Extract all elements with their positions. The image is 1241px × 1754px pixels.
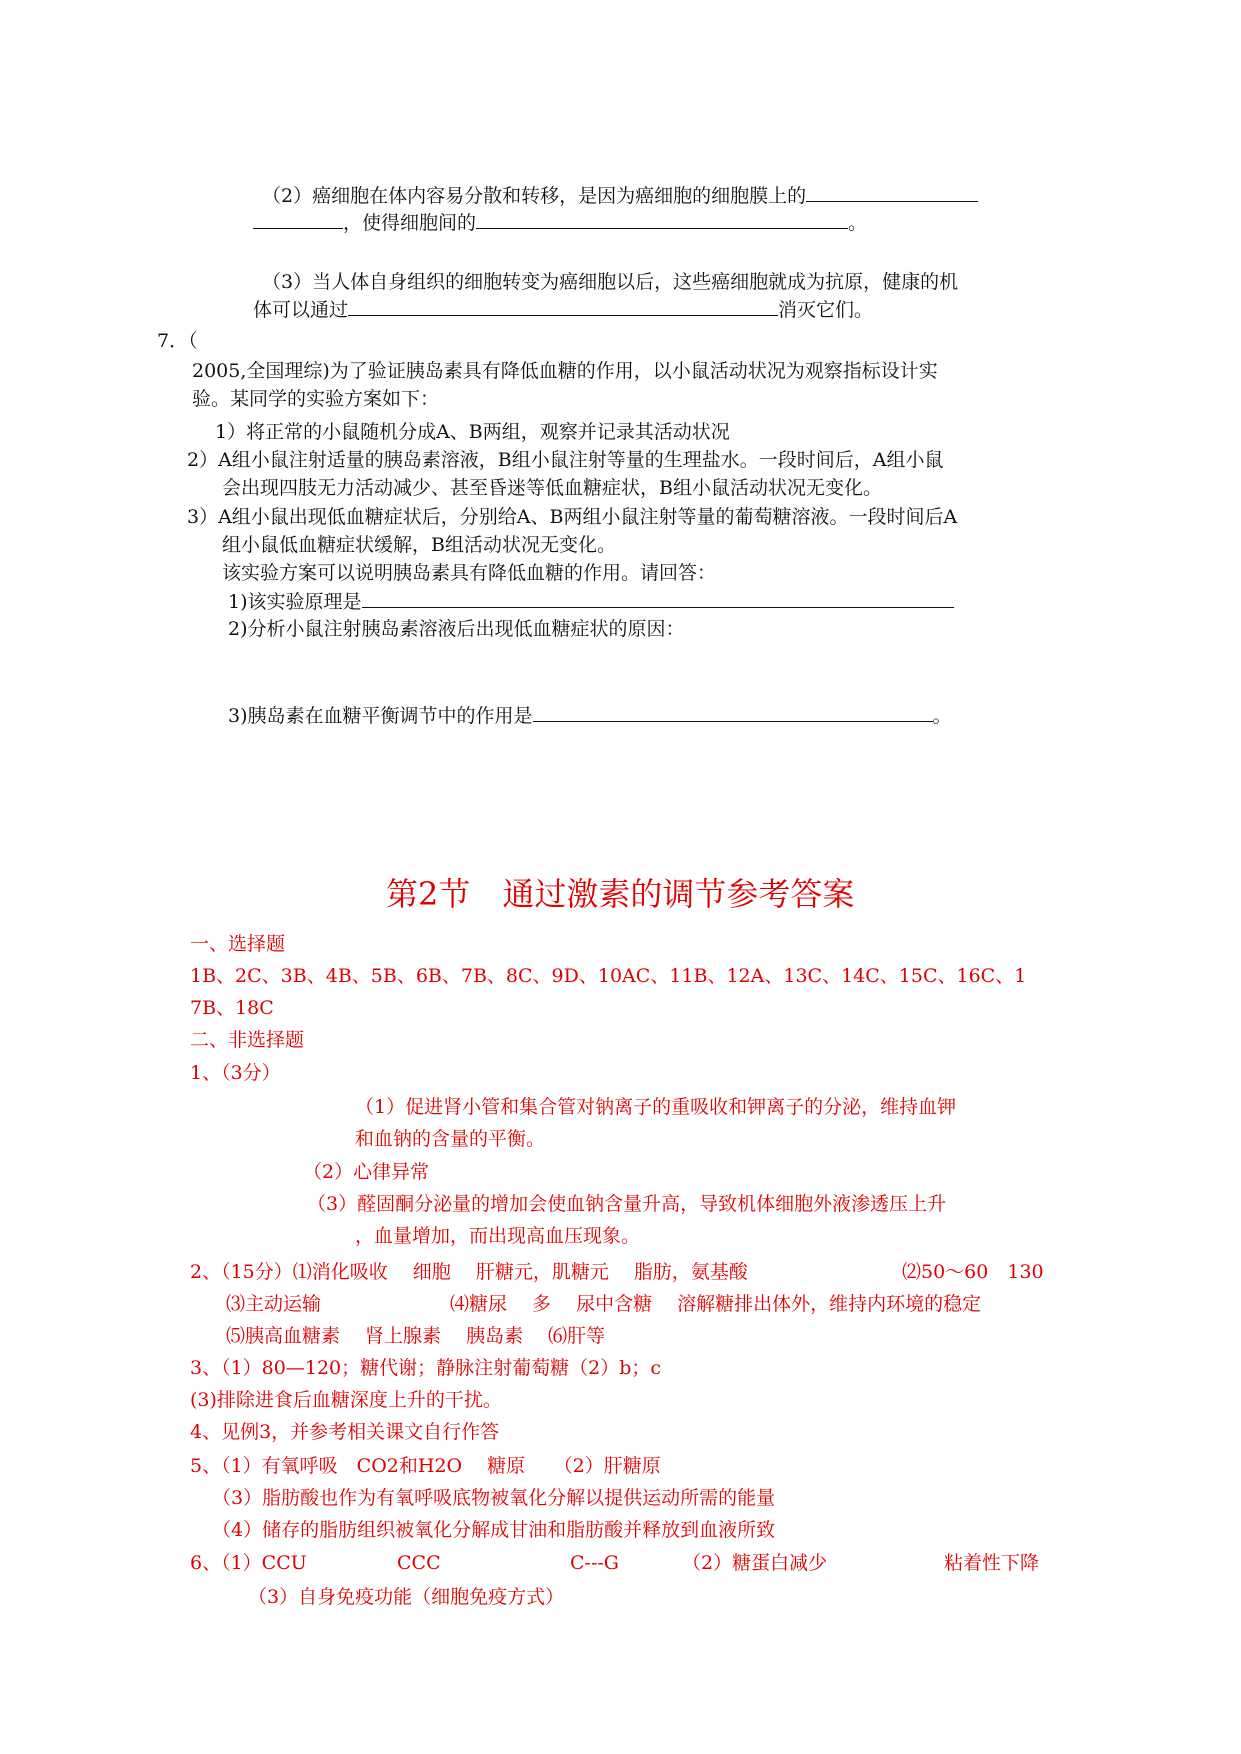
q7-line2: 验。某同学的实验方案如下：	[192, 388, 440, 410]
q6-part2-line2	[253, 208, 867, 237]
answer5-line1: 5、（1）有氧呼吸 CO2和H2O 糖原 （2）肝糖原	[190, 1455, 661, 1477]
answer1-p1-line2: 和血钠的含量的平衡。	[355, 1128, 546, 1150]
answer6-line1a: 6、（1）CCU	[190, 1552, 307, 1574]
section-choice: 一、选择题	[190, 933, 286, 955]
answer1-p3-line1: （3）醛固酮分泌量的增加会使血钠含量升高，导致机体细胞外液渗透压上升	[307, 1193, 947, 1215]
q6-part3-line1: （3）当人体自身组织的细胞转变为癌细胞以后，这些癌细胞就成为抗原，健康的机	[262, 271, 959, 293]
q7-ask3	[228, 701, 952, 730]
q7-ask3-text: 3)胰岛素在血糖平衡调节中的作用是	[228, 705, 533, 727]
answer6-line1b: CCC	[397, 1552, 441, 1574]
answer-blank[interactable]	[348, 295, 778, 316]
q7-step2-line1: 2）A组小鼠注射适量的胰岛素溶液，B组小鼠注射等量的生理盐水。一段时间后，A组小鼠	[187, 449, 944, 471]
q6-part3-text1: 体可以通过	[253, 299, 349, 321]
answer-blank[interactable]	[806, 181, 978, 202]
q7-step1: 1）将正常的小鼠随机分成A、B两组，观察并记录其活动状况	[215, 421, 730, 443]
answer6-line1e: 粘着性下降	[944, 1552, 1040, 1574]
answer-blank[interactable]	[362, 587, 954, 608]
q7-ask1	[228, 587, 954, 616]
answer2-line3: ⑸胰高血糖素 肾上腺素 胰岛素 ⑹肝等	[226, 1325, 606, 1347]
q6-part3-line2	[253, 295, 873, 324]
answer-blank[interactable]	[476, 208, 848, 229]
answer6-line1c: C---G	[570, 1552, 619, 1574]
q7-step3-line2: 组小鼠低血糖症状缓解，B组活动状况无变化。	[222, 534, 616, 556]
answer-blank[interactable]	[533, 701, 933, 722]
q6-part2-line1	[262, 181, 978, 210]
answer2-line2b: ⑷糖尿 多 尿中含糖 溶解糖排出体外，维持内环境的稳定	[450, 1293, 982, 1315]
answer2-line1b: ⑵50～60 130	[902, 1261, 1044, 1283]
answer1-p1-line1: （1）促进肾小管和集合管对钠离子的重吸收和钾离子的分泌，维持血钾	[355, 1096, 957, 1118]
answer5-line2: （3）脂肪酸也作为有氧呼吸底物被氧化分解以提供运动所需的能量	[212, 1487, 776, 1509]
answer1-head: 1、（3分）	[190, 1062, 281, 1084]
q7-number: 7．（	[157, 330, 198, 352]
q7-ask1-text: 1)该实验原理是	[228, 591, 362, 613]
q6-part2-text2: ，使得细胞间的	[343, 212, 477, 234]
answer1-p2: （2）心律异常	[303, 1161, 430, 1183]
answer4: 4、见例3，并参考相关课文自行作答	[190, 1421, 500, 1443]
q7-line1: 2005,全国理综)为了验证胰岛素具有降低血糖的作用，以小鼠活动状况为观察指标设计实	[192, 360, 938, 382]
q7-ask3-end: 。	[932, 705, 952, 727]
answer3-line1: 3、（1）80—120；糖代谢；静脉注射葡萄糖（2）b；c	[190, 1357, 662, 1379]
q7-ask2: 2)分析小鼠注射胰岛素溶液后出现低血糖症状的原因：	[228, 618, 685, 640]
answer6-line1d: （2）糖蛋白减少	[682, 1552, 828, 1574]
section-nonchoice: 二、非选择题	[190, 1029, 305, 1051]
answer2-line2a: ⑶主动运输	[226, 1293, 322, 1315]
answer6-line2: （3）自身免疫功能（细胞免疫方式）	[248, 1586, 565, 1608]
q7-step3-line1: 3）A组小鼠出现低血糖症状后，分别给A、B两组小鼠注射等量的葡萄糖溶液。一段时间后A	[187, 506, 958, 528]
answer5-line3: （4）储存的脂肪组织被氧化分解成甘油和脂肪酸并释放到血液所致	[212, 1519, 776, 1541]
q7-conclusion: 该实验方案可以说明胰岛素具有降低血糖的作用。请回答：	[222, 562, 717, 584]
q6-part2-text1: （2）癌细胞在体内容易分散和转移，是因为癌细胞的细胞膜上的	[262, 185, 807, 207]
q7-step2-line2: 会出现四肢无力活动减少、甚至昏迷等低血糖症状，B组小鼠活动状况无变化。	[222, 477, 882, 499]
answer3-line2: (3)排除进食后血糖深度上升的干扰。	[190, 1389, 502, 1411]
answers-title: 第2节 通过激素的调节参考答案	[386, 875, 855, 913]
answer-blank[interactable]	[253, 208, 343, 229]
choice-answers-line1: 1B、2C、3B、4B、5B、6B、7B、8C、9D、10AC、11B、12A、13C、14C、15C、16C、1	[190, 965, 1027, 987]
answer2-line1a: 2、（15分）⑴消化吸收 细胞 肝糖元，肌糖元 脂肪，氨基酸	[190, 1261, 748, 1283]
q6-part2-text3: 。	[848, 212, 868, 234]
q6-part3-text2: 消灭它们。	[778, 299, 874, 321]
choice-answers-line2: 7B、18C	[190, 997, 274, 1019]
answer1-p3-line2: ，血量增加，而出现高血压现象。	[355, 1225, 641, 1247]
